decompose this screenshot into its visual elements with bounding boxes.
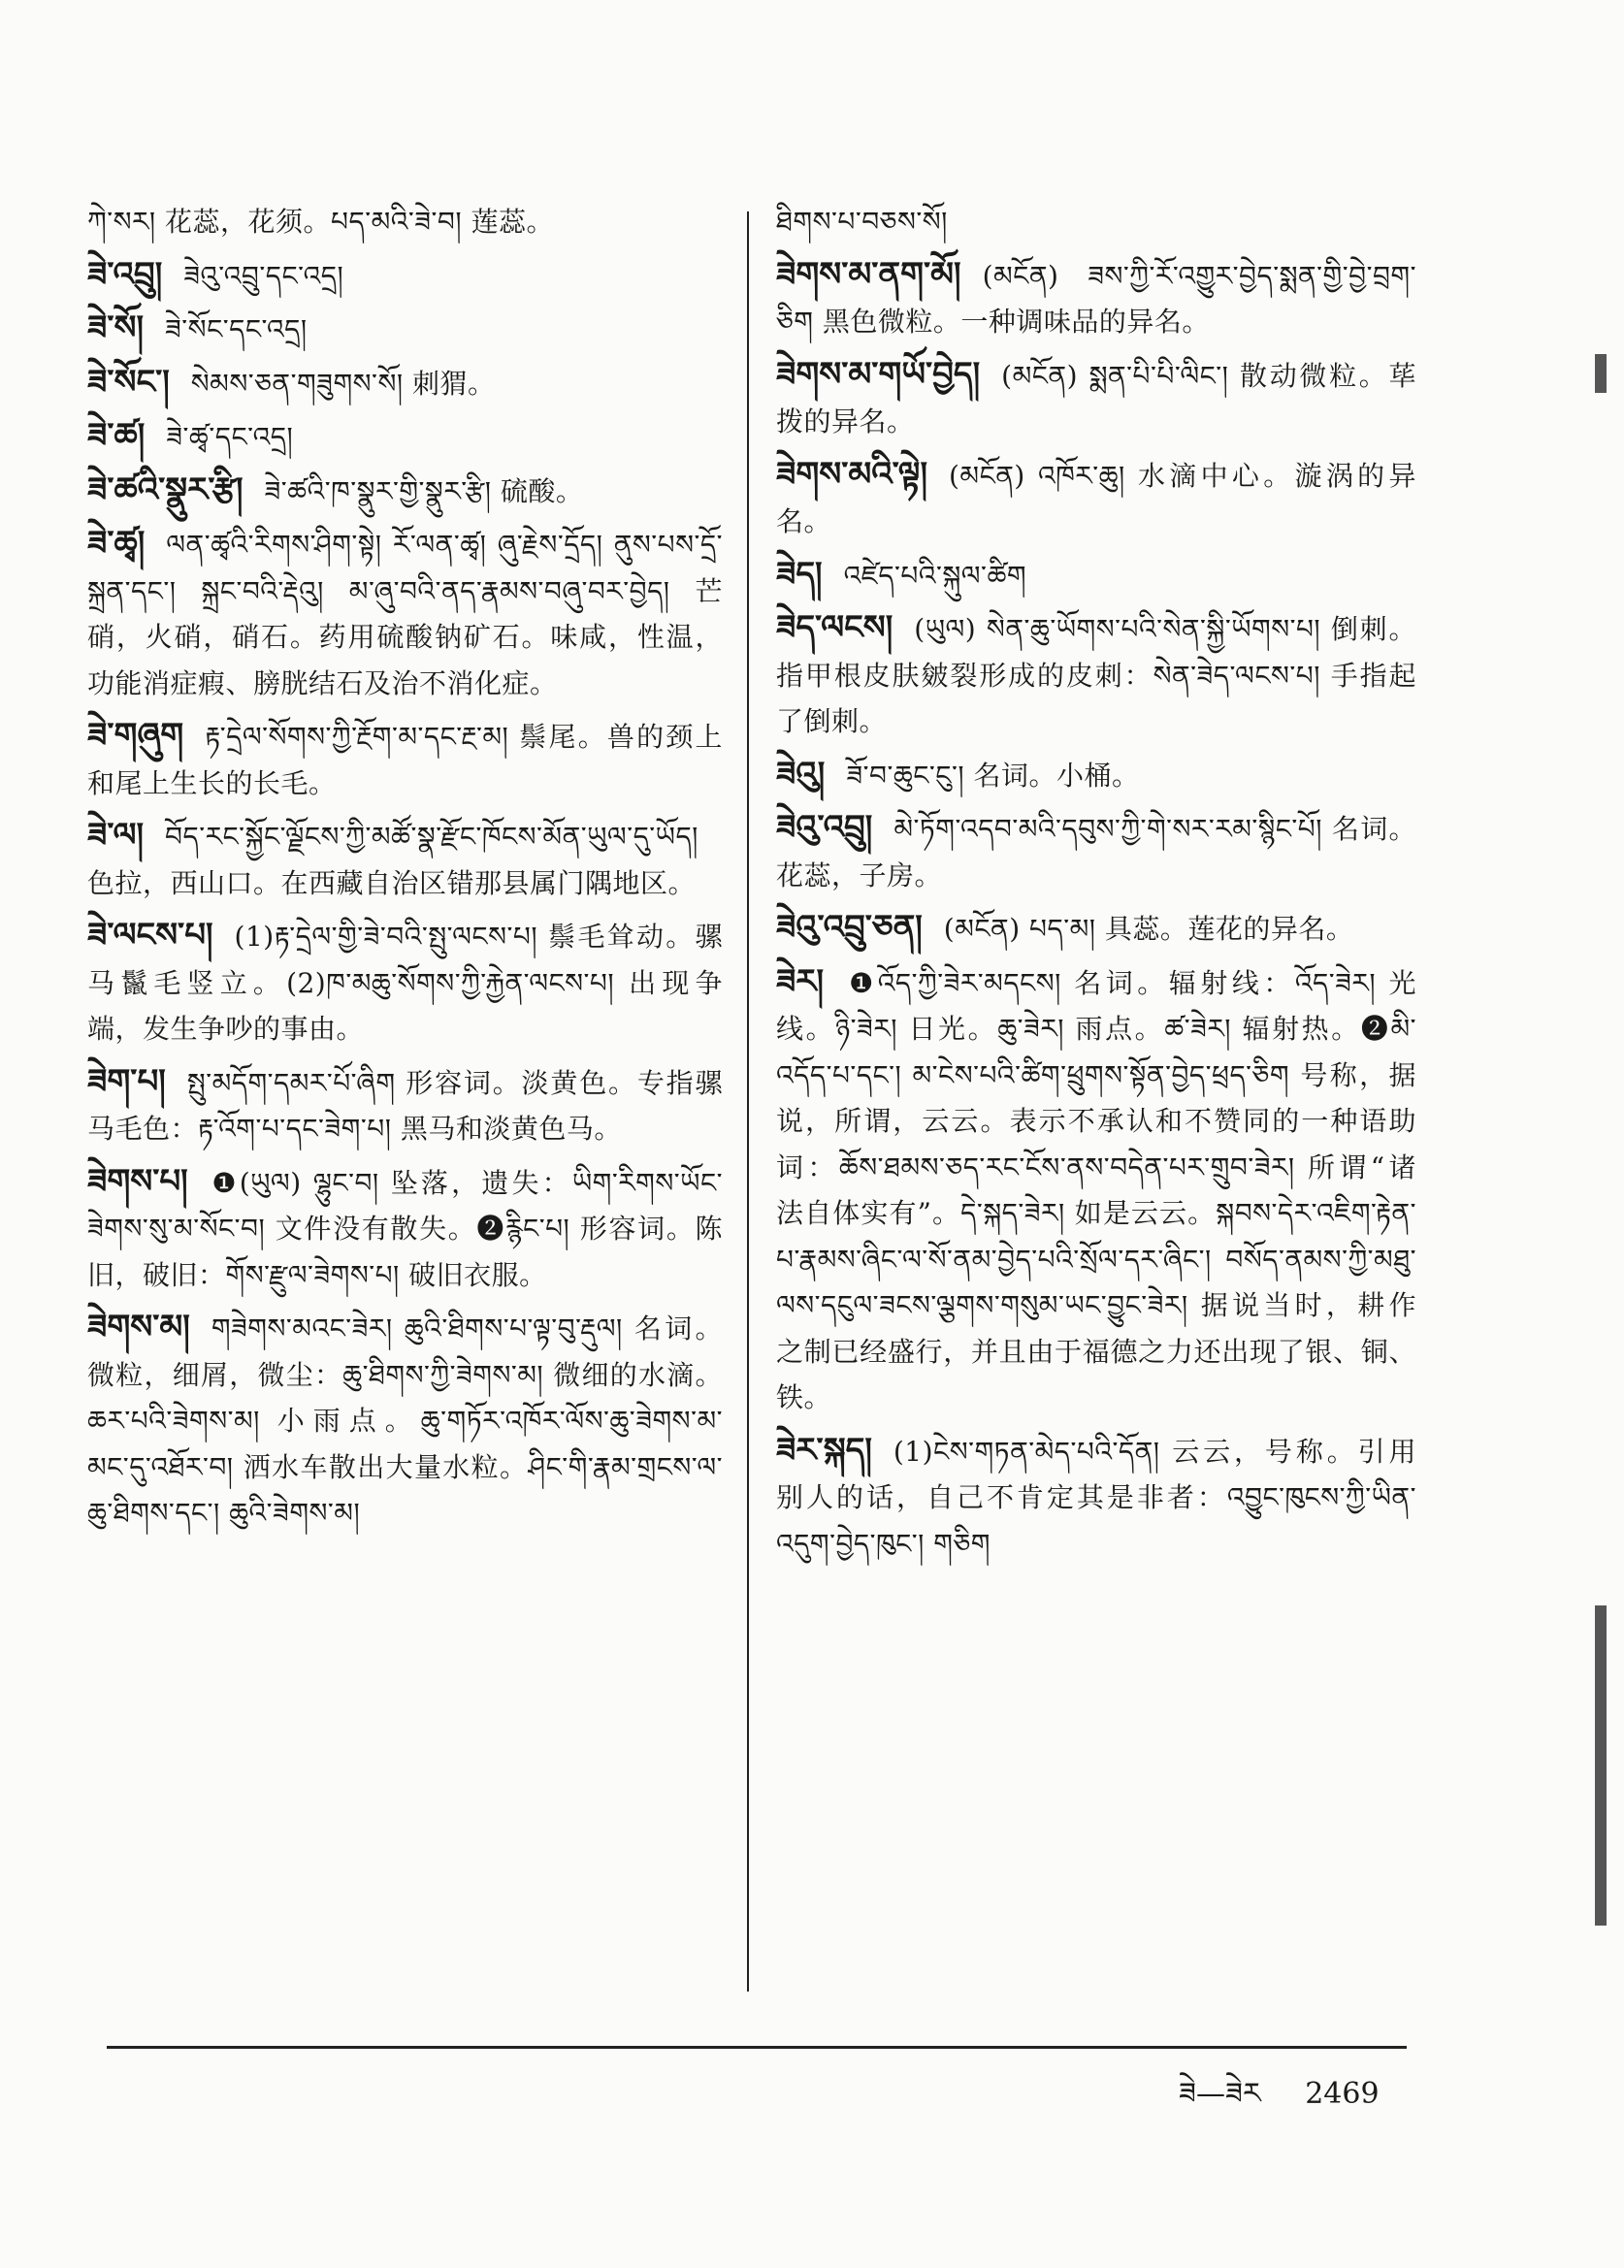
entry-headword: ཟེ་གཞུག (87, 716, 184, 755)
page-number: 2469 (1305, 2077, 1380, 2111)
dictionary-entry (87, 713, 723, 806)
entry-definition: སེམས་ཅན་གཟུགས་སོ། 刺猬。 (190, 367, 496, 400)
dictionary-entry (87, 252, 723, 300)
entry-definition: ཟེ་ཚྭ་དང་འདྲ། (166, 421, 294, 453)
left-column (87, 199, 723, 1543)
entry-definition: (མངོན) པད་མ། 具蕊。莲花的异名。 (943, 913, 1354, 945)
dictionary-entry (87, 1059, 723, 1152)
dictionary-entry (776, 452, 1416, 545)
entry-definition: (མངོན) སྨན་པི་པི་ལིང་། 散动微粒。荜拨的异名。 (776, 359, 1416, 437)
scan-edge-mark (1595, 354, 1607, 393)
entry-headword: ཟེའུ། (776, 754, 826, 794)
entry-definition: ཟེའུ་འབྲུ་དང་འདྲ། (183, 259, 344, 292)
entry-headword: ཟེ་འབྲུ། (87, 254, 163, 294)
dictionary-entry (87, 413, 723, 461)
entry-headword: ཟེ་ལངས་པ། (87, 916, 213, 955)
scan-edge-mark (1595, 1605, 1607, 1926)
entry-definition: (ཡུལ) སེན་ཆུ་ཡོགས་པའི་སེན་སྐྱི་ཡོགས་པ། 倒刺。指甲根皮肤皴裂形成的皮刺：སེན་ཟེད་ལངས་པ། 手指起了倒刺。 (776, 613, 1416, 737)
entry-headword: ཟེགས་མའི་ལྟེ། (776, 454, 927, 494)
dictionary-entry (87, 199, 723, 245)
entry-headword: ཟེ་ཚ། (87, 416, 146, 455)
dictionary-entry (87, 521, 723, 706)
entry-definition: ཟེ་སོང་དང་འདྲ། (165, 313, 308, 345)
entry-headword: ཟེད། (776, 554, 823, 594)
entry-definition: (1)རྟ་དྲེལ་གྱི་ཟེ་བའི་སྤུ་ལངས་པ། 鬃毛耸动。骡马鬣毛竖立。(2)ཁ་མཆུ་སོགས་ཀྱི་རྐྱེན་ལངས་པ། 出现争端，发生争吵的事由。 (87, 921, 723, 1045)
entry-headword: ཟེག་པ། (87, 1061, 166, 1101)
dictionary-entry (87, 1159, 723, 1299)
entry-headword: ཟེའུ་འབྲུ། (776, 808, 873, 847)
entry-definition: ཟོ་བ་ཆུང་ངུ་། 名词。小桶。 (846, 759, 1140, 792)
dictionary-entry (87, 913, 723, 1053)
entry-definition: ❶འོད་ཀྱི་ཟེར་མདངས། 名词。辐射线：འོད་ཟེར། 光线。ཉི་ཟེར། 日光。ཆུ་ཟེར། 雨点。ཚ་ཟེར། 辐射热。❷མི་འདོད་པ་དང་། མ་ངེས་པའི་ཚིག་ཕྲུགས་སྟོན་བྱེད་ཕྲད་ཅིག 号称，据说，所谓，云云。表示不承认和不赞同的一种语助词：ཆོས་ཐམས་ཅད་རང་ངོས་ནས་བདེན་པར་གྲུབ་ཟེར། 所谓“诸法自体实有”。དེ་སྐད་ཟེར། 如是云云。སྐབས་དེར་འཇིག་རྟེན་པ་རྣམས་ཞིང་ལ་སོ་ནམ་བྱེད་པའི་སྲོལ་དར་ཞིང་། བསོད་ནམས་ཀྱི་མཐུ་ལས་དངུལ་ཟངས་ལྕགས་གསུམ་ཡང་བྱུང་ཟེར། 据说当时，耕作之制已经盛行，并且由于福德之力还出现了银、铜、铁。 (776, 966, 1416, 1413)
column-divider (747, 211, 749, 1992)
dictionary-entry (776, 1428, 1416, 1568)
entry-headword: ཟེར་སྐད། (776, 1430, 872, 1470)
dictionary-entry (87, 360, 723, 407)
entry-definition: རྟ་དྲེལ་སོགས་ཀྱི་རྔོག་མ་དང་རྔ་མ། 鬃尾。兽的颈上和尾上生长的长毛。 (87, 721, 723, 799)
dictionary-entry (776, 605, 1416, 745)
entry-headword: ཟེ་ལ། (87, 816, 145, 855)
entry-definition: གཟེགས་མའང་ཟེར། ཆུའི་ཐིགས་པ་ལྟ་བུ་རྡུལ། 名词。微粒，细屑，微尘：ཆུ་ཐིགས་ཀྱི་ཟེགས་མ། 微细的水滴。ཆར་པའི་ཟེགས་མ། 小雨点。ཆུ་གཏོར་འཁོར་ལོས་ཆུ་ཟེགས་མ་མང་དུ་འཐོར་བ། 洒水车散出大量水粒。ཤིང་གི་རྣམ་གྲངས་ལ་ཆུ་ཐིགས་དང་། ཆུའི་ཟེགས་མ། (87, 1312, 723, 1529)
page-footer (1179, 2061, 1380, 2143)
entry-definition: ཟེ་ཚའི་ཁ་སྣུར་གྱི་སྣུར་རྩི། 硫酸。 (264, 474, 584, 507)
dictionary-entry (87, 1305, 723, 1537)
dictionary-entry (776, 752, 1416, 799)
dictionary-entry (776, 905, 1416, 953)
entry-definition: འཛེད་པའི་སྐུལ་ཚིག (843, 559, 1027, 592)
entry-definition: ❶(ཡུལ) ལྷུང་བ། 坠落，遗失：ཡིག་རིགས་ཡོང་ཟེགས་སུ་མ་སོང་བ། 文件没有散失。❷རྙིང་པ། 形容词。陈旧，破旧：གོས་རྫུལ་ཟེགས་པ། 破旧衣服。 (87, 1166, 723, 1291)
entry-definition: བོད་རང་སྐྱོང་ལྗོངས་ཀྱི་མཚོ་སྣ་རྫོང་ཁོངས་མོན་ཡུལ་དུ་ཡོད། 色拉，西山口。在西藏自治区错那县属门隅地区。 (87, 821, 698, 899)
headword-range: ཟེ—ཟེར (1179, 2077, 1261, 2111)
dictionary-entry (776, 805, 1416, 898)
entry-definition: སྤུ་མདོག་དམར་པོ་ཞིག 形容词。淡黄色。专指骡马毛色：རྟ་འོག་པ་དང་ཟེག་པ། 黑马和淡黄色马。 (87, 1066, 723, 1145)
bottom-rule (107, 2046, 1407, 2049)
entry-definition: (1)ངེས་གཏན་མེད་པའི་དོན། 云云，号称。引用别人的话，自己不肯定其是非者：འབྱུང་ཁུངས་ཀྱི་ཡིན་འདུག་བྱེད་ཁུང་། གཅིག (776, 1435, 1416, 1560)
entry-headword: ཟེར། (776, 961, 825, 1001)
entry-headword: ཟེད་ལངས། (776, 608, 893, 647)
entry-definition: ཀེ་སར། 花蕊，花须。པད་མའི་ཟེ་བ། 莲蕊。 (87, 206, 554, 238)
entry-headword: ཟེ་ཚའི་སྣུར་རྩི། (87, 470, 244, 509)
entry-headword: ཟེ་སོང་། (87, 362, 170, 402)
right-column (776, 199, 1416, 1573)
dictionary-entry (87, 468, 723, 515)
entry-definition: མེ་ཏོག་འདབ་མའི་དབུས་ཀྱི་གེ་སར་རམ་སྙིང་པོ། 名词。花蕊，子房。 (776, 813, 1416, 891)
dictionary-entry (87, 306, 723, 353)
dictionary-entry (776, 252, 1416, 345)
entry-headword: ཟེགས་མ་གཡོ་བྱེད། (776, 354, 981, 394)
dictionary-entry (87, 813, 723, 906)
entry-headword: ཟེགས་མ་ནག་མོ། (776, 254, 961, 294)
entry-definition: ལན་ཚྭའི་རིགས་ཤིག་སྟེ། རོ་ལན་ཚྭ། ཞུ་རྗེས་དྲོད། ནུས་པས་དྲོ་སྐྲན་དང་། སྐྲང་བའི་རྡེའུ། མ་ཞུ་བའི་ནད་རྣམས་བཞུ་བར་བྱེད། 芒硝，火硝，硝石。药用硫酸钠矿石。味咸，性温，功能消症瘕、膀胱结石及治不消化症。 (87, 529, 723, 699)
entry-headword: ཟེ་ཚྭ། (87, 524, 146, 563)
entry-headword: ཟེགས་པ། (87, 1161, 188, 1201)
dictionary-entry (776, 199, 1416, 245)
entry-definition: ཐིགས་པ་བཅས་སོ། (776, 206, 948, 238)
entry-headword: ཟེའུ་འབྲུ་ཅན། (776, 908, 923, 947)
entry-headword: ཟེགས་མ། (87, 1308, 190, 1346)
entry-headword: ཟེ་སོ། (87, 308, 145, 347)
entry-definition: (མངོན) ཟས་ཀྱི་རོ་འགྱུར་བྱེད་སྨན་གྱི་བྱེ་བྲག་ཅིག 黑色微粒。一种调味品的异名。 (776, 259, 1416, 338)
entry-definition: (མངོན) འཁོར་ཆུ། 水滴中心。漩涡的异名。 (776, 459, 1416, 537)
dictionary-entry (776, 959, 1416, 1421)
dictionary-entry (776, 552, 1416, 599)
dictionary-entry (776, 352, 1416, 445)
